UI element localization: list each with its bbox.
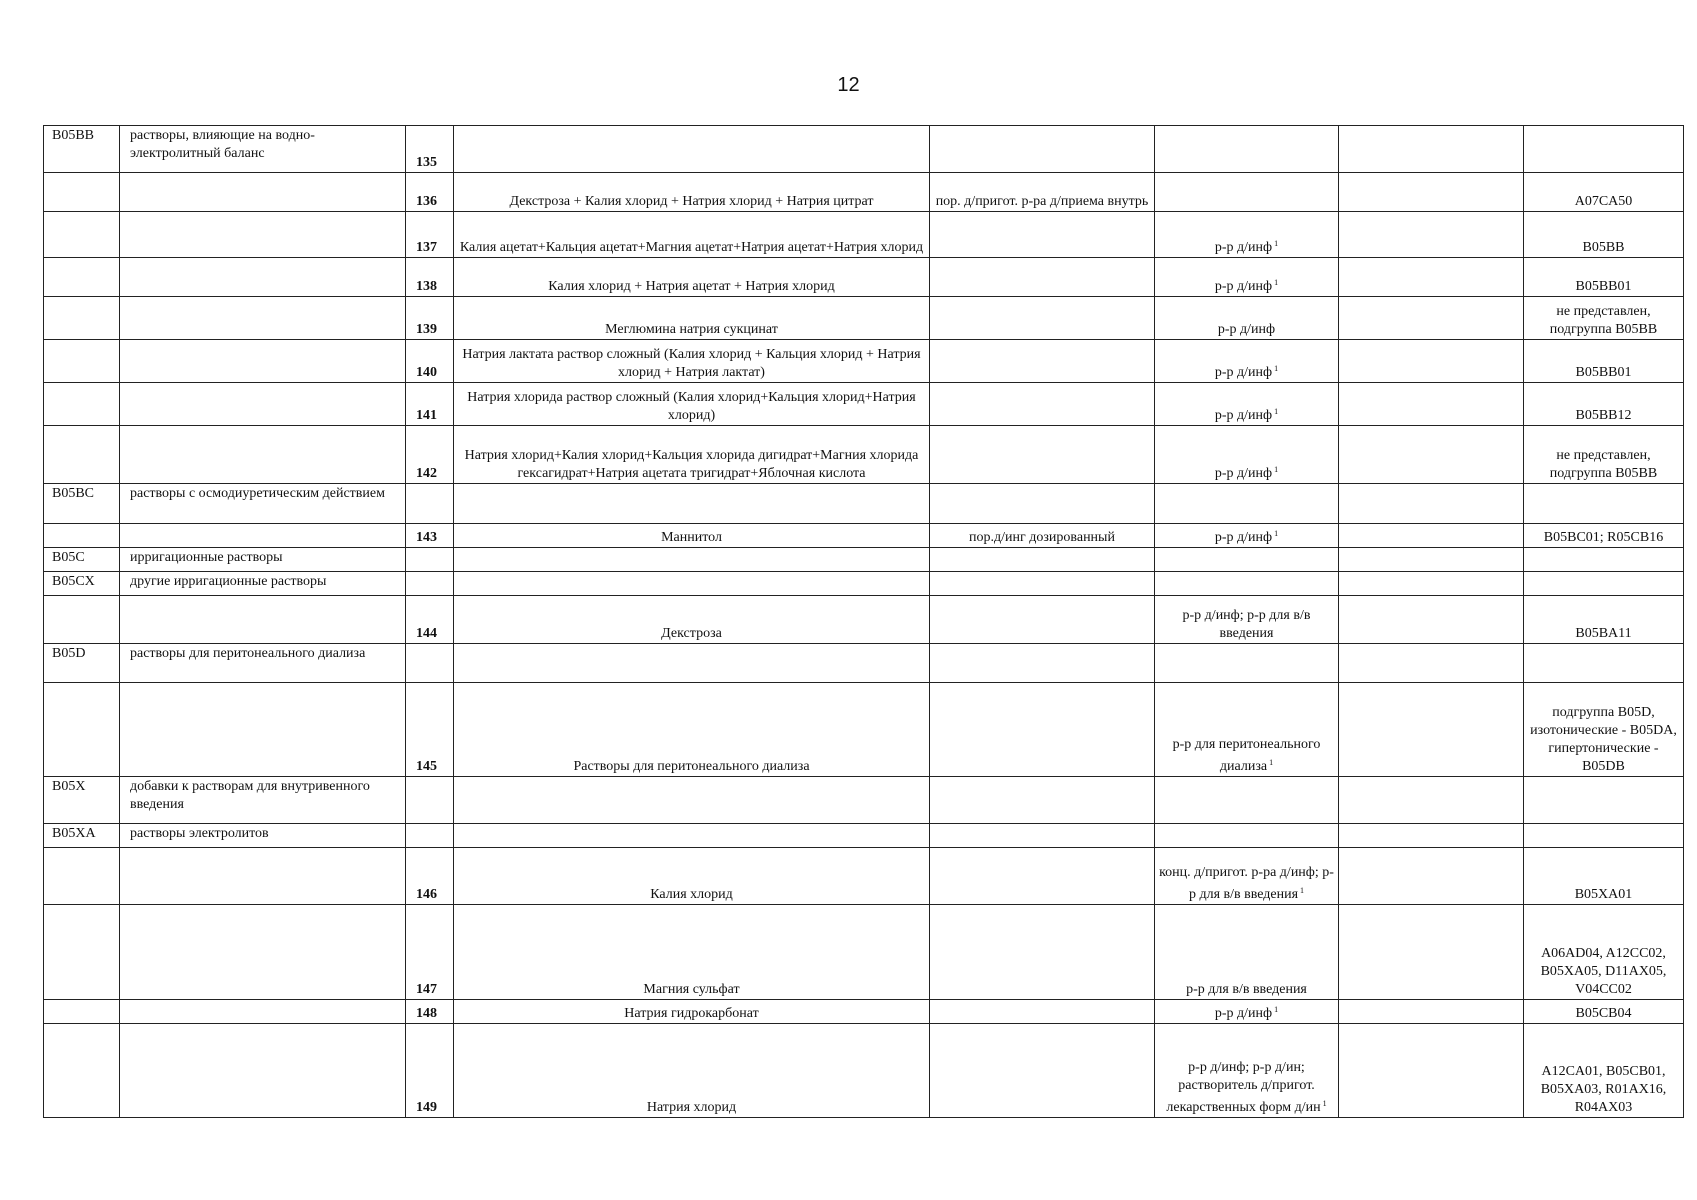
drug-name: Калия хлорид [454,848,930,905]
atc-group-code: B05BC [44,484,120,524]
atc-code: не представлен, подгруппа B05BB [1524,426,1684,484]
table-row [44,1000,1684,1024]
dosage-form-2 [1155,126,1339,173]
drug-name: Натрия хлорид+Калия хлорид+Кальция хлорида дигидрат+Магния хлорида гексагидрат+Натрия ацетата тригидрат+Яблочная кислота [454,426,930,484]
table-body [44,126,1684,1118]
row-number: 139 [406,297,454,340]
dosage-form-2 [1155,524,1339,548]
row-number [406,644,454,683]
atc-group-name [120,1000,406,1024]
dosage-form-2 [1155,1024,1339,1118]
atc-group-name [120,848,406,905]
row-number: 143 [406,524,454,548]
table-row [44,548,1684,572]
table-row [44,777,1684,824]
atc-group-name [120,596,406,644]
dosage-form-1 [930,484,1155,524]
empty-cell [1339,258,1524,297]
atc-group-code [44,683,120,777]
empty-cell [1339,777,1524,824]
drug-name [454,572,930,596]
empty-cell [1339,383,1524,426]
atc-group-name [120,426,406,484]
atc-code [1524,126,1684,173]
row-number: 147 [406,905,454,1000]
atc-group-name: растворы, влияющие на водно-электролитный баланс [120,126,406,173]
row-number: 137 [406,212,454,258]
atc-code: B05BB12 [1524,383,1684,426]
atc-code: B05XA01 [1524,848,1684,905]
dosage-form-2 [1155,572,1339,596]
atc-group-name: другие ирригационные растворы [120,572,406,596]
empty-cell [1339,426,1524,484]
dosage-form-1 [930,848,1155,905]
table-row [44,426,1684,484]
empty-cell [1339,173,1524,212]
atc-group-code [44,173,120,212]
atc-group-code [44,297,120,340]
table-row [44,340,1684,383]
atc-group-code: B05CX [44,572,120,596]
atc-code [1524,484,1684,524]
atc-group-name [120,297,406,340]
atc-group-code [44,258,120,297]
atc-code [1524,777,1684,824]
atc-code: B05BB [1524,212,1684,258]
dosage-form-2: р-р д/инф; р-р для в/в введения [1155,596,1339,644]
drug-name: Калия ацетат+Кальция ацетат+Магния ацетат+Натрия ацетат+Натрия хлорид [454,212,930,258]
dosage-form-2 [1155,644,1339,683]
footnote-mark: 1 [1274,239,1279,248]
dosage-form-2 [1155,1000,1339,1024]
table-row [44,572,1684,596]
dosage-form-1: пор. д/пригот. р-ра д/приема внутрь [930,173,1155,212]
dosage-form-1 [930,297,1155,340]
dosage-form-text: конц. д/пригот. р-ра д/инф; р-р для в/в введения [1159,865,1334,902]
dosage-form-2 [1155,212,1339,258]
row-number: 135 [406,126,454,173]
dosage-form-1 [930,548,1155,572]
atc-group-code: B05X [44,777,120,824]
dosage-form-1 [930,383,1155,426]
empty-cell [1339,297,1524,340]
table-row [44,484,1684,524]
footnote-mark: 1 [1274,529,1279,538]
dosage-form-1 [930,426,1155,484]
atc-group-code [44,905,120,1000]
atc-code: B05BA11 [1524,596,1684,644]
atc-code [1524,824,1684,848]
atc-group-code: B05XA [44,824,120,848]
empty-cell [1339,848,1524,905]
empty-cell [1339,126,1524,173]
row-number: 141 [406,383,454,426]
dosage-form-2 [1155,548,1339,572]
empty-cell [1339,212,1524,258]
dosage-form-2: р-р д/инф [1155,297,1339,340]
atc-group-name: добавки к растворам для внутривенного введения [120,777,406,824]
row-number: 140 [406,340,454,383]
drug-name [454,548,930,572]
atc-group-name [120,1024,406,1118]
table-row [44,596,1684,644]
dosage-form-1 [930,572,1155,596]
drug-name: Калия хлорид + Натрия ацетат + Натрия хлорид [454,258,930,297]
dosage-form-2 [1155,683,1339,777]
dosage-form-text: р-р д/инф [1214,408,1273,423]
table-row [44,1024,1684,1118]
atc-group-name [120,212,406,258]
table-row [44,383,1684,426]
drug-name: Натрия хлорид [454,1024,930,1118]
atc-group-name [120,683,406,777]
atc-code: B05BB01 [1524,258,1684,297]
dosage-form-1 [930,126,1155,173]
dosage-form-1 [930,258,1155,297]
atc-group-name [120,383,406,426]
atc-code: B05CB04 [1524,1000,1684,1024]
atc-group-name: ирригационные растворы [120,548,406,572]
drug-name: Растворы для перитонеального диализа [454,683,930,777]
dosage-form-1 [930,596,1155,644]
atc-group-code [44,383,120,426]
dosage-form-1 [930,824,1155,848]
dosage-form-text: р-р д/инф [1214,279,1273,294]
drug-name: Натрия хлорида раствор сложный (Калия хлорид+Кальция хлорид+Натрия хлорид) [454,383,930,426]
table-row [44,297,1684,340]
dosage-form-text: р-р д/инф [1214,466,1273,481]
table-row [44,683,1684,777]
dosage-form-1 [930,683,1155,777]
dosage-form-text: р-р д/инф [1214,365,1273,380]
drug-name: Меглюмина натрия сукцинат [454,297,930,340]
empty-cell [1339,340,1524,383]
drug-name: Декстроза [454,596,930,644]
atc-group-name [120,340,406,383]
dosage-form-2 [1155,426,1339,484]
atc-group-code [44,426,120,484]
row-number: 142 [406,426,454,484]
atc-group-name [120,524,406,548]
empty-cell [1339,548,1524,572]
row-number [406,548,454,572]
footnote-mark: 1 [1300,886,1305,895]
footnote-mark: 1 [1274,364,1279,373]
dosage-form-2 [1155,848,1339,905]
empty-cell [1339,1000,1524,1024]
drug-name [454,644,930,683]
dosage-form-1 [930,1000,1155,1024]
row-number: 138 [406,258,454,297]
empty-cell [1339,905,1524,1000]
empty-cell [1339,644,1524,683]
atc-group-code: B05C [44,548,120,572]
atc-group-code [44,848,120,905]
atc-group-code [44,1024,120,1118]
row-number [406,777,454,824]
dosage-form-2 [1155,340,1339,383]
dosage-form-1 [930,340,1155,383]
dosage-form-1 [930,905,1155,1000]
drug-name [454,777,930,824]
empty-cell [1339,683,1524,777]
drug-list-table [43,125,1684,1118]
table-row [44,126,1684,173]
footnote-mark: 1 [1274,1005,1279,1014]
atc-code: A12CA01, B05CB01, B05XA03, R01AX16, R04AX03 [1524,1024,1684,1118]
atc-group-code: B05BB [44,126,120,173]
table-row [44,644,1684,683]
atc-group-code: B05D [44,644,120,683]
drug-name [454,126,930,173]
dosage-form-2 [1155,173,1339,212]
dosage-form-text: р-р д/инф; р-р д/ин; растворитель д/пригот. лекарственных форм д/ин [1166,1060,1321,1115]
footnote-mark: 1 [1274,465,1279,474]
drug-name [454,484,930,524]
row-number: 144 [406,596,454,644]
atc-code: B05BC01; R05CB16 [1524,524,1684,548]
footnote-mark: 1 [1274,407,1279,416]
table-row [44,905,1684,1000]
table-row [44,173,1684,212]
atc-group-name [120,905,406,1000]
atc-group-code [44,1000,120,1024]
row-number: 145 [406,683,454,777]
drug-name: Магния сульфат [454,905,930,1000]
dosage-form-1 [930,1024,1155,1118]
atc-group-name [120,258,406,297]
table-row [44,524,1684,548]
drug-name: Натрия гидрокарбонат [454,1000,930,1024]
atc-code: B05BB01 [1524,340,1684,383]
row-number: 136 [406,173,454,212]
dosage-form-2 [1155,777,1339,824]
dosage-form-1 [930,212,1155,258]
row-number: 146 [406,848,454,905]
atc-code: не представлен, подгруппа B05BB [1524,297,1684,340]
footnote-mark: 1 [1274,278,1279,287]
atc-code: A07CA50 [1524,173,1684,212]
drug-name: Натрия лактата раствор сложный (Калия хлорид + Кальция хлорид + Натрия хлорид + Натрия лактат) [454,340,930,383]
dosage-form-text: р-р для перитонеального диализа [1172,737,1321,774]
row-number [406,824,454,848]
empty-cell [1339,1024,1524,1118]
atc-code [1524,572,1684,596]
dosage-form-2: р-р для в/в введения [1155,905,1339,1000]
table-row [44,848,1684,905]
empty-cell [1339,524,1524,548]
row-number: 148 [406,1000,454,1024]
atc-group-name: растворы для перитонеального диализа [120,644,406,683]
atc-group-code [44,524,120,548]
row-number [406,484,454,524]
dosage-form-2 [1155,258,1339,297]
row-number: 149 [406,1024,454,1118]
empty-cell [1339,824,1524,848]
atc-code: подгруппа B05D, изотонические - B05DA, гипертонические - B05DB [1524,683,1684,777]
table-row [44,824,1684,848]
empty-cell [1339,484,1524,524]
dosage-form-2 [1155,824,1339,848]
atc-group-code [44,212,120,258]
dosage-form-2 [1155,383,1339,426]
empty-cell [1339,572,1524,596]
drug-name [454,824,930,848]
empty-cell [1339,596,1524,644]
footnote-mark: 1 [1322,1099,1327,1108]
page-number: 12 [837,74,860,96]
dosage-form-2 [1155,484,1339,524]
table-row [44,212,1684,258]
footnote-mark: 1 [1269,758,1274,767]
atc-code [1524,548,1684,572]
atc-group-name: растворы электролитов [120,824,406,848]
atc-group-code [44,596,120,644]
dosage-form-text: р-р д/инф [1214,240,1273,255]
dosage-form-1: пор.д/инг дозированный [930,524,1155,548]
atc-code [1524,644,1684,683]
atc-code: A06AD04, A12CC02, B05XA05, D11AX05, V04CC02 [1524,905,1684,1000]
atc-group-name [120,173,406,212]
dosage-form-text: р-р д/инф [1214,1006,1273,1021]
atc-group-code [44,340,120,383]
dosage-form-1 [930,644,1155,683]
dosage-form-text: р-р д/инф [1214,530,1273,545]
table-row [44,258,1684,297]
drug-name: Маннитол [454,524,930,548]
dosage-form-1 [930,777,1155,824]
drug-name: Декстроза + Калия хлорид + Натрия хлорид + Натрия цитрат [454,173,930,212]
row-number [406,572,454,596]
atc-group-name: растворы с осмодиуретическим действием [120,484,406,524]
